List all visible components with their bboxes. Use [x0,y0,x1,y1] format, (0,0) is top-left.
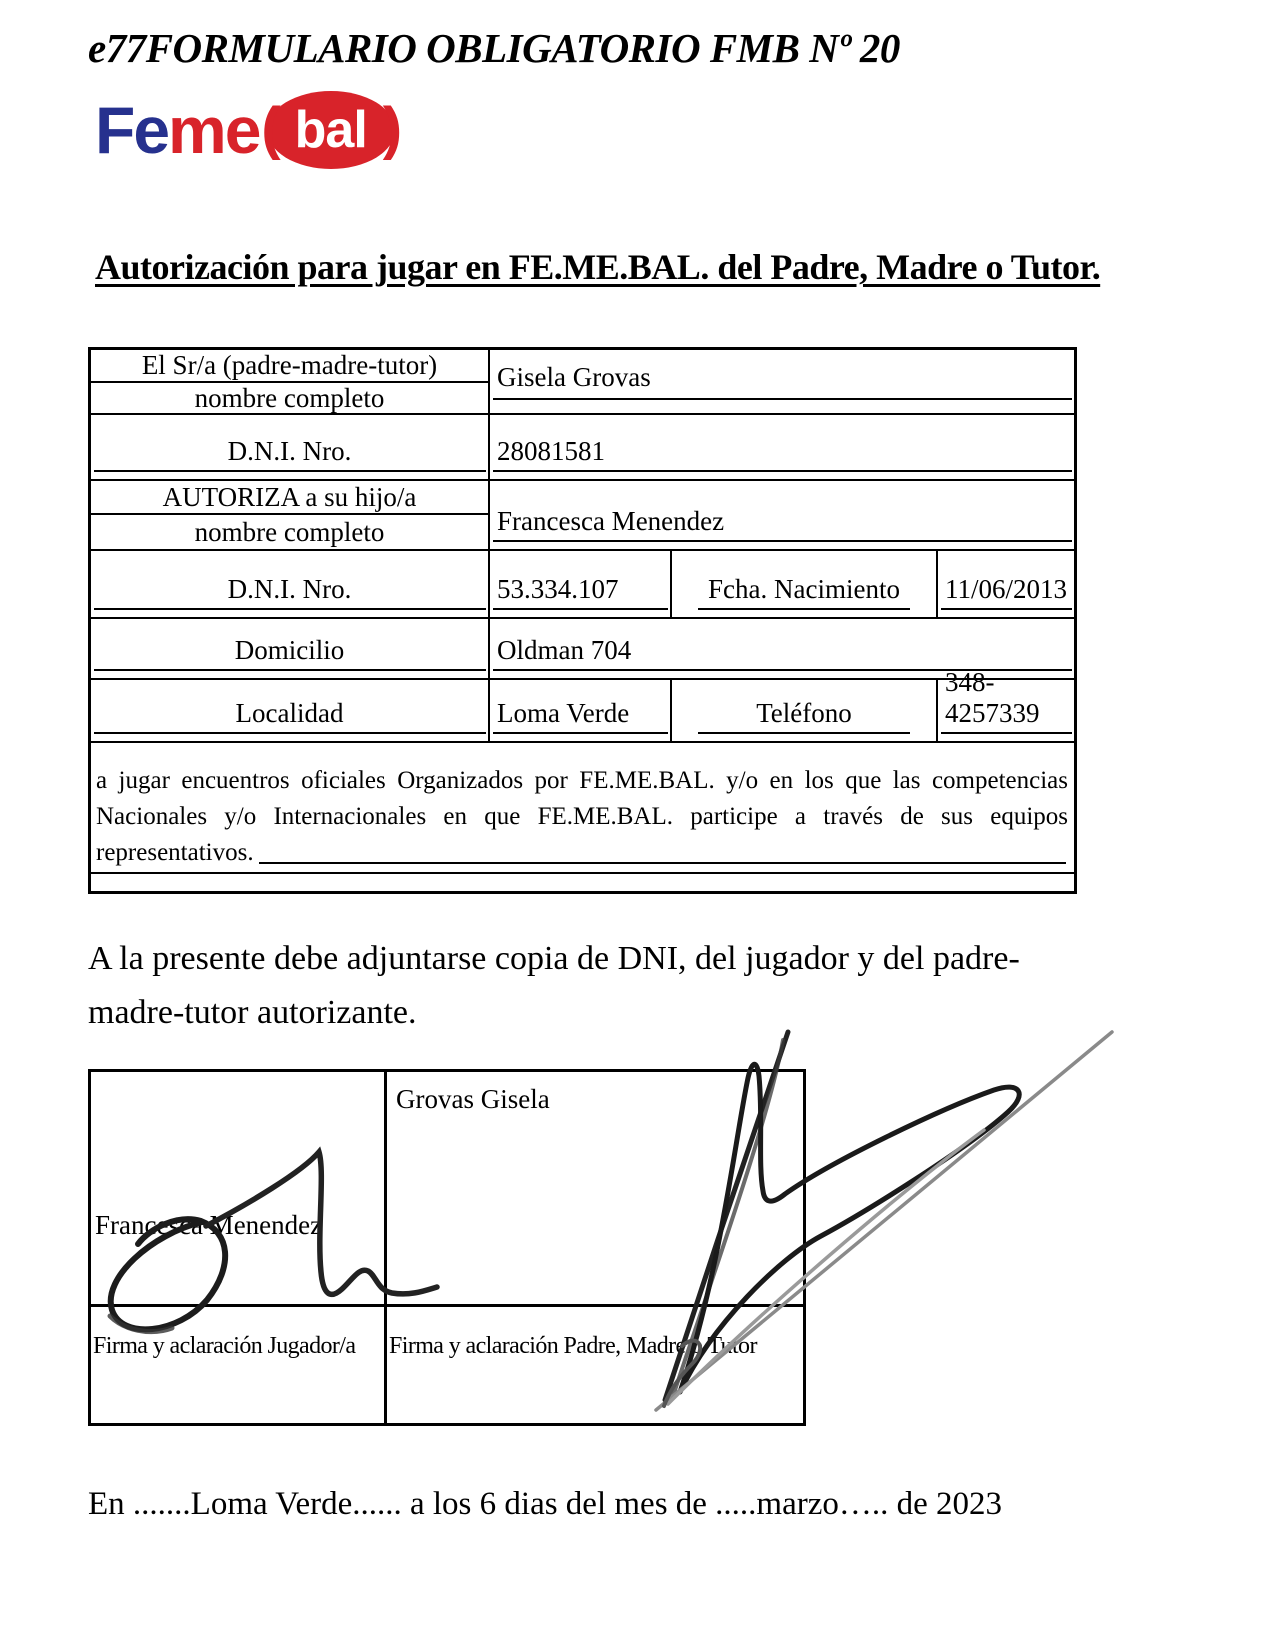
document-title: e77FORMULARIO OBLIGATORIO FMB Nº 20 [88,25,900,71]
row-city [91,667,1074,743]
parent-name-label-cell [91,350,490,413]
birthdate-value-cell [938,551,1074,617]
child-dni-value-cell [490,551,672,617]
row-child-dni [91,551,1074,619]
parent-dni-label: D.N.I. Nro. [227,436,352,466]
row-parent-name [91,350,1074,415]
child-name-value-cell [490,481,1074,549]
parent-name-value: Gisela Grovas [497,362,651,392]
consent-line-3: representativos. [96,839,254,866]
authorization-form-table [88,347,1077,894]
parent-dni-value-cell [490,415,1074,479]
row-child-name [91,481,1074,551]
logo-text-red: me [168,93,260,167]
consent-line-1: a jugar encuentros oficiales Organizados por FE.ME.BAL. y/o en los que las competencias [96,767,1068,794]
player-name: Francesca Menendez [95,1210,323,1240]
phone-value: 348-4257339 [945,667,1040,728]
city-label: Localidad [235,698,344,728]
city-value-cell [490,680,672,741]
row-empty [91,874,1074,891]
cell-underline [493,732,668,734]
logo-oval-text: bal [294,101,367,159]
place-date-line: En .......Loma Verde...... a los 6 dias del mes de .....marzo….. de 2023 [88,1486,1003,1522]
address-label: Domicilio [234,635,345,665]
parent-name-value-cell [490,350,1074,413]
consent-text-cell [91,743,1074,872]
child-name-label-cell [91,481,490,549]
consent-line-3-wrap [96,835,1068,871]
row-parent-dni [91,415,1074,481]
row-address [91,619,1074,680]
authorization-heading: Autorización para jugar en FE.ME.BAL. del Padre, Madre o Tutor. [95,247,1101,287]
phone-label: Teléfono [756,698,852,728]
attachment-note-line2: madre-tutor autorizante. [88,994,417,1031]
cell-underline [493,608,668,610]
logo-paren-open: ( [261,95,281,161]
player-caption: Firma y aclaración Jugador/a [93,1333,356,1359]
parent-dni-value: 28081581 [497,436,605,466]
phone-label-cell [672,680,938,741]
address-label-cell [91,619,490,678]
cell-underline [698,732,910,734]
logo-paren-close: ) [382,95,403,161]
city-value: Loma Verde [497,698,630,728]
signature-caption-row [91,1307,803,1423]
cell-underline [493,540,1072,542]
child-name-label-line2: nombre completo [194,516,385,547]
birthdate-value: 11/06/2013 [945,574,1068,604]
birthdate-label-cell [672,551,938,617]
city-label-cell [91,680,490,741]
phone-value-cell [938,667,1074,741]
parent-name-label-line2: nombre completo [194,382,385,413]
cell-underline [941,608,1072,610]
cell-underline [94,470,486,472]
guardian-caption-cell [387,1307,803,1423]
attachment-note-line1: A la presente debe adjuntarse copia de DNI, del jugador y del padre- [88,940,1020,977]
cell-underline [94,732,486,734]
child-name-label-line1: AUTORIZA a su hijo/a [91,481,488,515]
address-value: Oldman 704 [497,635,632,665]
cell-underline [94,608,486,610]
trailing-rule [259,862,1066,864]
birthdate-label: Fcha. Nacimiento [708,574,900,604]
cell-underline [94,669,486,671]
attachment-note [88,932,1098,1040]
row-consent-text [91,743,1074,874]
parent-dni-label-cell [91,415,490,479]
signature-area-row [91,1072,803,1307]
logo-oval [267,91,395,169]
guardian-caption: Firma y aclaración Padre, Madre o Tutor [389,1333,757,1359]
child-dni-label-cell [91,551,490,617]
cell-underline [941,732,1072,734]
player-signature-cell [91,1072,387,1304]
player-caption-cell [91,1307,387,1423]
guardian-name: Grovas Gisela [396,1084,550,1114]
child-name-value: Francesca Menendez [497,506,725,536]
cell-underline [698,608,910,610]
logo-text-blue: Fe [95,93,169,167]
parent-name-label-line1: El Sr/a (padre-madre-tutor) [91,350,488,383]
cell-underline [493,470,1072,472]
guardian-signature-cell [387,1072,803,1304]
child-dni-value: 53.334.107 [497,574,619,604]
signature-table [88,1069,806,1426]
consent-line-2: Nacionales y/o Internacionales en que FE.ME.BAL. participe a través de sus equipos [96,803,1068,830]
child-dni-label: D.N.I. Nro. [227,574,352,604]
cell-underline [493,398,1072,400]
femebal-logo [95,90,402,170]
